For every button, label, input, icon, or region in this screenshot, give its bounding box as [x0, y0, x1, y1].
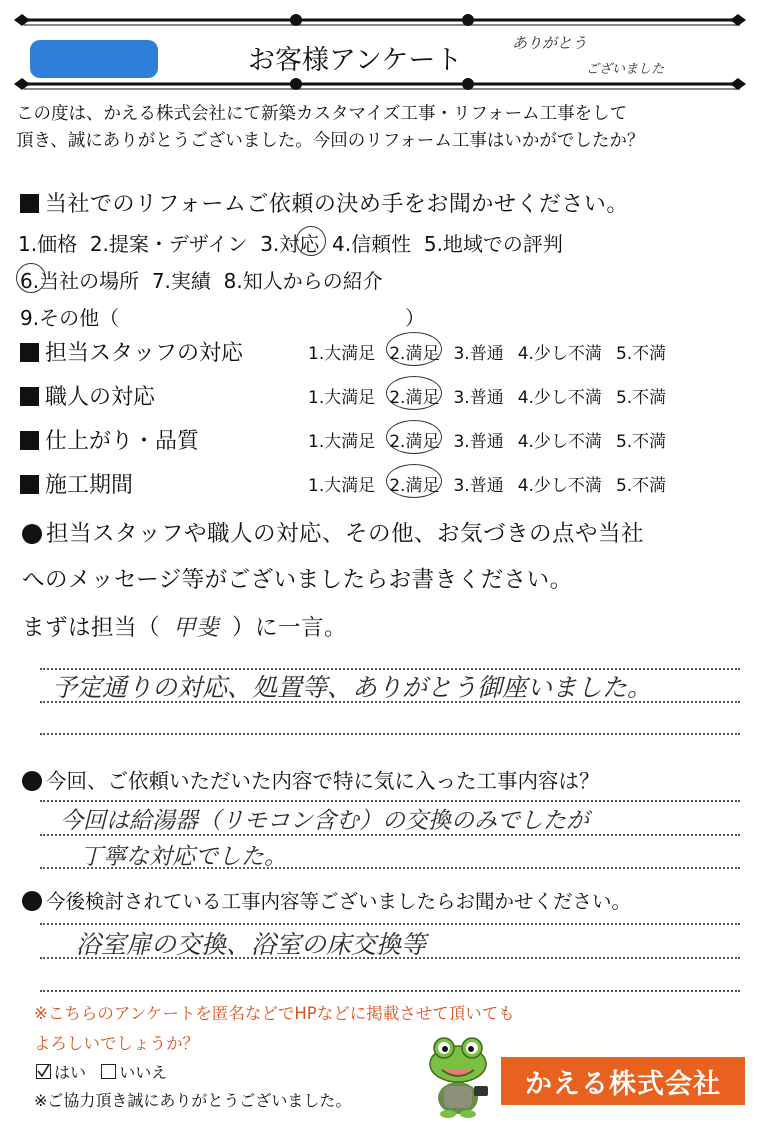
- rating-option[interactable]: 4.少し不満: [517, 344, 602, 364]
- no-label: いいえ: [119, 1063, 168, 1082]
- yes-label: はい: [54, 1063, 87, 1082]
- q1-heading: [20, 187, 629, 218]
- rating-option[interactable]: 5.不満: [615, 344, 667, 364]
- option-response: 3.対応: [260, 232, 320, 256]
- rating-option[interactable]: 1.大満足: [308, 388, 376, 408]
- option-price: 1.価格: [18, 232, 78, 256]
- answer-line: [40, 834, 740, 836]
- publish-notice: ※こちらのアンケートを匿名などでHPなどに掲載させて頂いても: [34, 1004, 515, 1023]
- q-future-heading: [22, 886, 631, 914]
- rating-row-label: [20, 424, 199, 455]
- q-staff-suffix: ）に一言。: [232, 615, 348, 641]
- square-bullet-icon: [20, 343, 39, 362]
- circle-bullet-icon: [22, 524, 42, 544]
- rating-row-label: [20, 468, 133, 499]
- selection-circle: [386, 332, 442, 366]
- option-proposal: 2.提案・デザイン: [89, 232, 248, 256]
- consent-options: [36, 1060, 167, 1083]
- frog-mascot-icon: [420, 1030, 496, 1118]
- circle-bullet-icon: [22, 771, 42, 791]
- handwritten-note: ございました: [586, 62, 665, 77]
- q1-options-row3: [20, 302, 119, 331]
- q-staff-line1: [22, 516, 644, 548]
- rating-option[interactable]: 4.少し不満: [517, 476, 602, 496]
- selection-circle: [296, 226, 326, 256]
- company-badge: [501, 1057, 745, 1105]
- selection-circle: [386, 420, 442, 454]
- rating-option[interactable]: 5.不満: [615, 388, 667, 408]
- favorite-answer-line2: 丁寧な対応でした。: [80, 844, 287, 870]
- selection-circle: [386, 464, 442, 498]
- favorite-answer-line1: 今回は給湯器（リモコン含む）の交換のみでしたが: [60, 808, 589, 834]
- rating-option[interactable]: 4.少し不満: [517, 388, 602, 408]
- rating-row-text: 仕上がり・品質: [45, 429, 200, 454]
- option-other: 9.その他（: [20, 306, 120, 330]
- rating-row-text: 施工期間: [45, 473, 134, 498]
- rating-option[interactable]: 4.少し不満: [517, 432, 602, 452]
- yes-checkbox[interactable]: [36, 1064, 51, 1079]
- future-answer: 浴室扉の交換、浴室の床交換等: [76, 930, 427, 959]
- rating-option[interactable]: 1.大満足: [308, 476, 376, 496]
- staff-answer: 予定通りの対応、処置等、ありがとう御座いました。: [52, 673, 653, 702]
- rating-option[interactable]: 2.満足: [389, 344, 440, 364]
- rating-options: [308, 427, 680, 452]
- q1-options-row2: [20, 265, 383, 294]
- rating-option[interactable]: 3.普通: [453, 476, 504, 496]
- rating-option[interactable]: 5.不満: [615, 476, 667, 496]
- q-favorite-heading: [22, 764, 600, 794]
- page-title: お客様アンケート: [248, 45, 463, 76]
- q1-options-row1: [18, 228, 563, 257]
- rating-option[interactable]: 2.満足: [389, 476, 440, 496]
- selection-circle: [16, 263, 46, 293]
- rating-options: [308, 383, 680, 408]
- q-staff-prefix: まずは担当（: [22, 615, 161, 641]
- answer-line: [40, 957, 740, 959]
- square-bullet-icon: [20, 475, 39, 494]
- rating-options: [308, 339, 680, 364]
- q1-heading-text: 当社でのリフォームご依頼の決め手をお聞かせください。: [45, 192, 629, 217]
- rating-option[interactable]: 1.大満足: [308, 344, 376, 364]
- option-reputation: 5.地域での評判: [423, 232, 563, 256]
- option-referral: 8.知人からの紹介: [223, 269, 383, 293]
- redaction-mark: [30, 40, 158, 78]
- rating-row-text: 担当スタッフの対応: [45, 341, 244, 366]
- rating-option[interactable]: 1.大満足: [308, 432, 376, 452]
- rating-option[interactable]: 3.普通: [453, 388, 504, 408]
- answer-line: [40, 990, 740, 992]
- intro-line: 頂き、誠にありがとうございました。今回のリフォーム工事はいかがでしたか？: [16, 131, 645, 151]
- no-checkbox[interactable]: [101, 1064, 116, 1079]
- handwritten-note: ありがとう: [512, 34, 588, 52]
- answer-line: [40, 701, 740, 703]
- rating-row-label: [20, 380, 155, 411]
- q-future-text: 今後検討されている工事内容等ございましたらお聞かせください。: [46, 890, 632, 913]
- checkmark-icon: [37, 1065, 50, 1078]
- q-staff-line2: へのメッセージ等がございましたらお書きください。: [22, 567, 573, 593]
- rating-option[interactable]: 2.満足: [389, 432, 440, 452]
- rating-row-label: [20, 336, 243, 367]
- rating-option[interactable]: 2.満足: [389, 388, 440, 408]
- option-other-close: ）: [405, 306, 425, 330]
- square-bullet-icon: [20, 431, 39, 450]
- publish-question: よろしいでしょうか？: [34, 1034, 199, 1053]
- thanks-note: ※ご協力頂き誠にありがとうございました。: [34, 1091, 352, 1110]
- company-name: かえる株式会社: [525, 1068, 721, 1100]
- q-favorite-text: 今回、ご依頼いただいた内容で特に気に入った工事内容は？: [46, 769, 600, 793]
- selection-circle: [386, 376, 442, 410]
- q-staff-line3: [22, 610, 347, 642]
- answer-line: [40, 733, 740, 735]
- rating-option[interactable]: 5.不満: [615, 432, 667, 452]
- staff-name: 甲斐: [173, 615, 220, 641]
- answer-line: [40, 867, 740, 869]
- intro-line: この度は、かえる株式会社にて新築カスタマイズ工事・リフォーム工事をして: [16, 104, 628, 124]
- rating-row-text: 職人の対応: [45, 385, 156, 410]
- square-bullet-icon: [20, 387, 39, 406]
- circle-bullet-icon: [22, 891, 42, 911]
- option-record: 7.実績: [151, 269, 211, 293]
- square-bullet-icon: [20, 194, 39, 213]
- option-location: 6.当社の場所: [20, 269, 140, 293]
- rating-option[interactable]: 3.普通: [453, 432, 504, 452]
- q-staff-text: 担当スタッフや職人の対応、その他、お気づきの点や当社: [46, 521, 645, 547]
- rating-option[interactable]: 3.普通: [453, 344, 504, 364]
- rating-options: [308, 471, 680, 496]
- option-trust: 4.信頼性: [332, 232, 412, 256]
